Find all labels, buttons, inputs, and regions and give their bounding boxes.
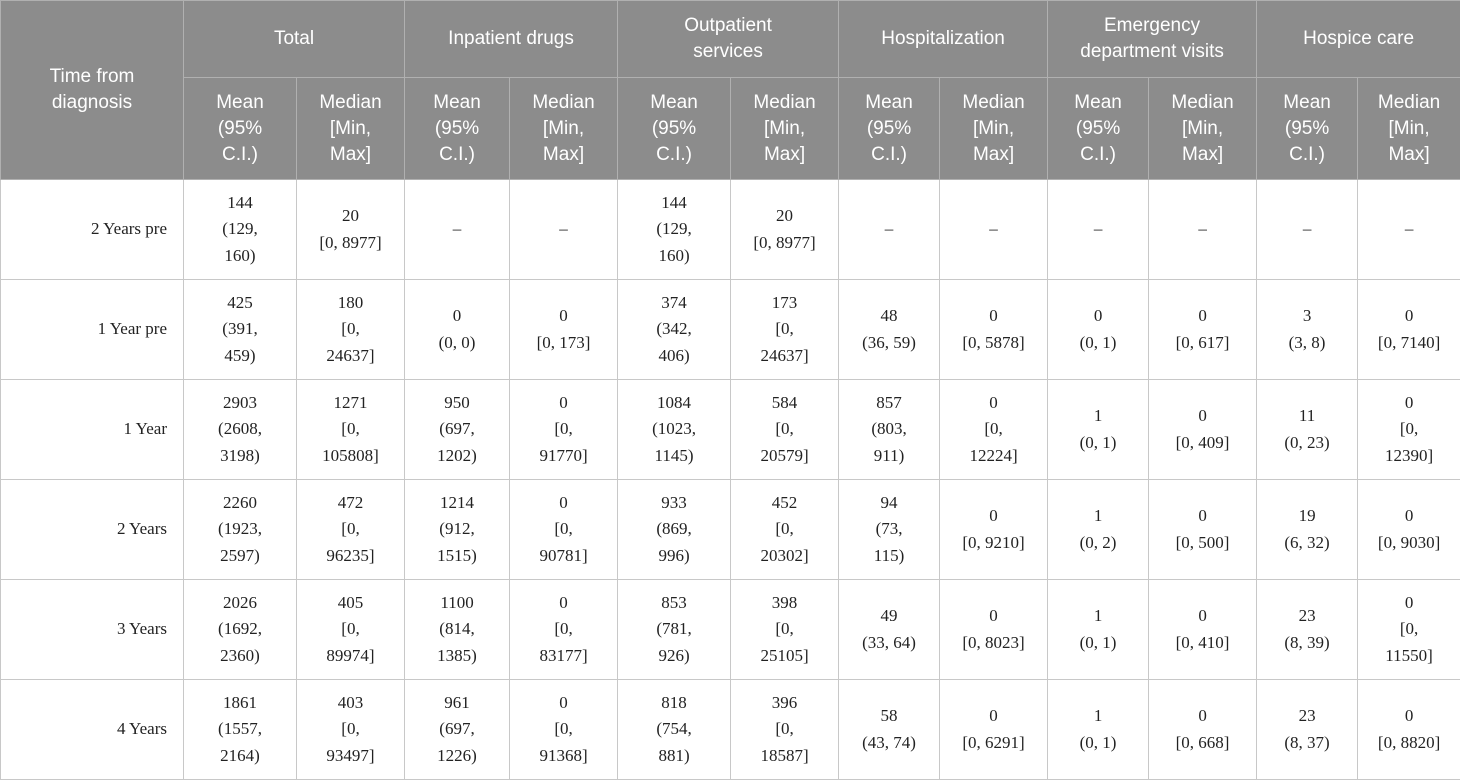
median-header: Median [Min, Max] bbox=[1149, 78, 1257, 180]
group-header-hospice-care: Hospice care bbox=[1257, 1, 1460, 78]
median-cell: 0 [0, 410] bbox=[1149, 580, 1257, 680]
mean-cell: 374 (342, 406) bbox=[618, 280, 731, 380]
mean-cell: 23 (8, 39) bbox=[1257, 580, 1358, 680]
mean-header: Mean (95% C.I.) bbox=[1048, 78, 1149, 180]
group-header-hospitalization: Hospitalization bbox=[839, 1, 1048, 78]
mean-cell: 11 (0, 23) bbox=[1257, 380, 1358, 480]
median-header: Median [Min, Max] bbox=[1358, 78, 1460, 180]
median-cell: 20 [0, 8977] bbox=[731, 180, 839, 280]
mean-cell: 2026 (1692, 2360) bbox=[184, 580, 297, 680]
mean-cell: 950 (697, 1202) bbox=[405, 380, 510, 480]
median-cell: 173 [0, 24637] bbox=[731, 280, 839, 380]
median-cell: 398 [0, 25105] bbox=[731, 580, 839, 680]
median-header: Median [Min, Max] bbox=[731, 78, 839, 180]
mean-cell: 144 (129, 160) bbox=[618, 180, 731, 280]
median-cell: 0 [0, 617] bbox=[1149, 280, 1257, 380]
table-row bbox=[1, 480, 1460, 580]
row-label: 1 Year bbox=[1, 380, 184, 480]
group-header-outpatient-services: Outpatient services bbox=[618, 1, 839, 78]
mean-cell: 1084 (1023, 1145) bbox=[618, 380, 731, 480]
mean-cell: 857 (803, 911) bbox=[839, 380, 940, 480]
median-cell: 0 [0, 8023] bbox=[940, 580, 1048, 680]
mean-cell: 818 (754, 881) bbox=[618, 680, 731, 780]
mean-cell: 19 (6, 32) bbox=[1257, 480, 1358, 580]
mean-cell: 94 (73, 115) bbox=[839, 480, 940, 580]
mean-header: Mean (95% C.I.) bbox=[839, 78, 940, 180]
mean-cell: 933 (869, 996) bbox=[618, 480, 731, 580]
table-row bbox=[1, 280, 1460, 380]
mean-cell: 2903 (2608, 3198) bbox=[184, 380, 297, 480]
table-row bbox=[1, 580, 1460, 680]
mean-header: Mean (95% C.I.) bbox=[184, 78, 297, 180]
median-cell: 0 [0, 7140] bbox=[1358, 280, 1460, 380]
mean-cell: – bbox=[1257, 180, 1358, 280]
table-header bbox=[1, 1, 1460, 180]
mean-cell: 1214 (912, 1515) bbox=[405, 480, 510, 580]
median-cell: 180 [0, 24637] bbox=[297, 280, 405, 380]
median-header: Median [Min, Max] bbox=[297, 78, 405, 180]
table-row bbox=[1, 680, 1460, 780]
mean-cell: 1 (0, 2) bbox=[1048, 480, 1149, 580]
median-cell: – bbox=[1149, 180, 1257, 280]
mean-cell: 144 (129, 160) bbox=[184, 180, 297, 280]
mean-cell: 49 (33, 64) bbox=[839, 580, 940, 680]
median-header: Median [Min, Max] bbox=[510, 78, 618, 180]
mean-cell: 0 (0, 0) bbox=[405, 280, 510, 380]
mean-cell: 2260 (1923, 2597) bbox=[184, 480, 297, 580]
median-cell: 452 [0, 20302] bbox=[731, 480, 839, 580]
median-cell: – bbox=[510, 180, 618, 280]
time-from-diagnosis-header: Time from diagnosis bbox=[1, 1, 184, 180]
mean-cell: 1 (0, 1) bbox=[1048, 680, 1149, 780]
group-header-inpatient-drugs: Inpatient drugs bbox=[405, 1, 618, 78]
median-cell: 0 [0, 6291] bbox=[940, 680, 1048, 780]
median-cell: 403 [0, 93497] bbox=[297, 680, 405, 780]
mean-cell: 1 (0, 1) bbox=[1048, 580, 1149, 680]
header-sub-row bbox=[1, 78, 1460, 180]
header-group-row bbox=[1, 1, 1460, 78]
median-cell: 20 [0, 8977] bbox=[297, 180, 405, 280]
median-cell: 0 [0, 12224] bbox=[940, 380, 1048, 480]
median-cell: 0 [0, 11550] bbox=[1358, 580, 1460, 680]
mean-cell: 1100 (814, 1385) bbox=[405, 580, 510, 680]
mean-header: Mean (95% C.I.) bbox=[405, 78, 510, 180]
row-label: 2 Years bbox=[1, 480, 184, 580]
median-cell: 0 [0, 5878] bbox=[940, 280, 1048, 380]
median-cell: 1271 [0, 105808] bbox=[297, 380, 405, 480]
group-header-total: Total bbox=[184, 1, 405, 78]
median-cell: 0 [0, 500] bbox=[1149, 480, 1257, 580]
mean-cell: 425 (391, 459) bbox=[184, 280, 297, 380]
median-cell: – bbox=[940, 180, 1048, 280]
median-cell: – bbox=[1358, 180, 1460, 280]
median-cell: 0 [0, 173] bbox=[510, 280, 618, 380]
median-cell: 0 [0, 8820] bbox=[1358, 680, 1460, 780]
table-row bbox=[1, 180, 1460, 280]
median-cell: 396 [0, 18587] bbox=[731, 680, 839, 780]
row-label: 4 Years bbox=[1, 680, 184, 780]
mean-cell: 58 (43, 74) bbox=[839, 680, 940, 780]
median-header: Median [Min, Max] bbox=[940, 78, 1048, 180]
mean-cell: 48 (36, 59) bbox=[839, 280, 940, 380]
group-header-emergency-visits: Emergency department visits bbox=[1048, 1, 1257, 78]
median-cell: 0 [0, 83177] bbox=[510, 580, 618, 680]
mean-cell: – bbox=[1048, 180, 1149, 280]
row-label: 3 Years bbox=[1, 580, 184, 680]
median-cell: 0 [0, 9210] bbox=[940, 480, 1048, 580]
median-cell: 0 [0, 668] bbox=[1149, 680, 1257, 780]
median-cell: 0 [0, 90781] bbox=[510, 480, 618, 580]
median-cell: 472 [0, 96235] bbox=[297, 480, 405, 580]
mean-cell: 3 (3, 8) bbox=[1257, 280, 1358, 380]
mean-cell: – bbox=[839, 180, 940, 280]
mean-cell: 1 (0, 1) bbox=[1048, 380, 1149, 480]
mean-cell: – bbox=[405, 180, 510, 280]
mean-cell: 0 (0, 1) bbox=[1048, 280, 1149, 380]
median-cell: 405 [0, 89974] bbox=[297, 580, 405, 680]
mean-header: Mean (95% C.I.) bbox=[618, 78, 731, 180]
median-cell: 0 [0, 91368] bbox=[510, 680, 618, 780]
mean-cell: 961 (697, 1226) bbox=[405, 680, 510, 780]
median-cell: 0 [0, 9030] bbox=[1358, 480, 1460, 580]
median-cell: 584 [0, 20579] bbox=[731, 380, 839, 480]
mean-cell: 1861 (1557, 2164) bbox=[184, 680, 297, 780]
mean-cell: 853 (781, 926) bbox=[618, 580, 731, 680]
table-row bbox=[1, 380, 1460, 480]
mean-header: Mean (95% C.I.) bbox=[1257, 78, 1358, 180]
mean-cell: 23 (8, 37) bbox=[1257, 680, 1358, 780]
median-cell: 0 [0, 409] bbox=[1149, 380, 1257, 480]
row-label: 2 Years pre bbox=[1, 180, 184, 280]
table-body bbox=[1, 180, 1460, 780]
median-cell: 0 [0, 12390] bbox=[1358, 380, 1460, 480]
median-cell: 0 [0, 91770] bbox=[510, 380, 618, 480]
row-label: 1 Year pre bbox=[1, 280, 184, 380]
